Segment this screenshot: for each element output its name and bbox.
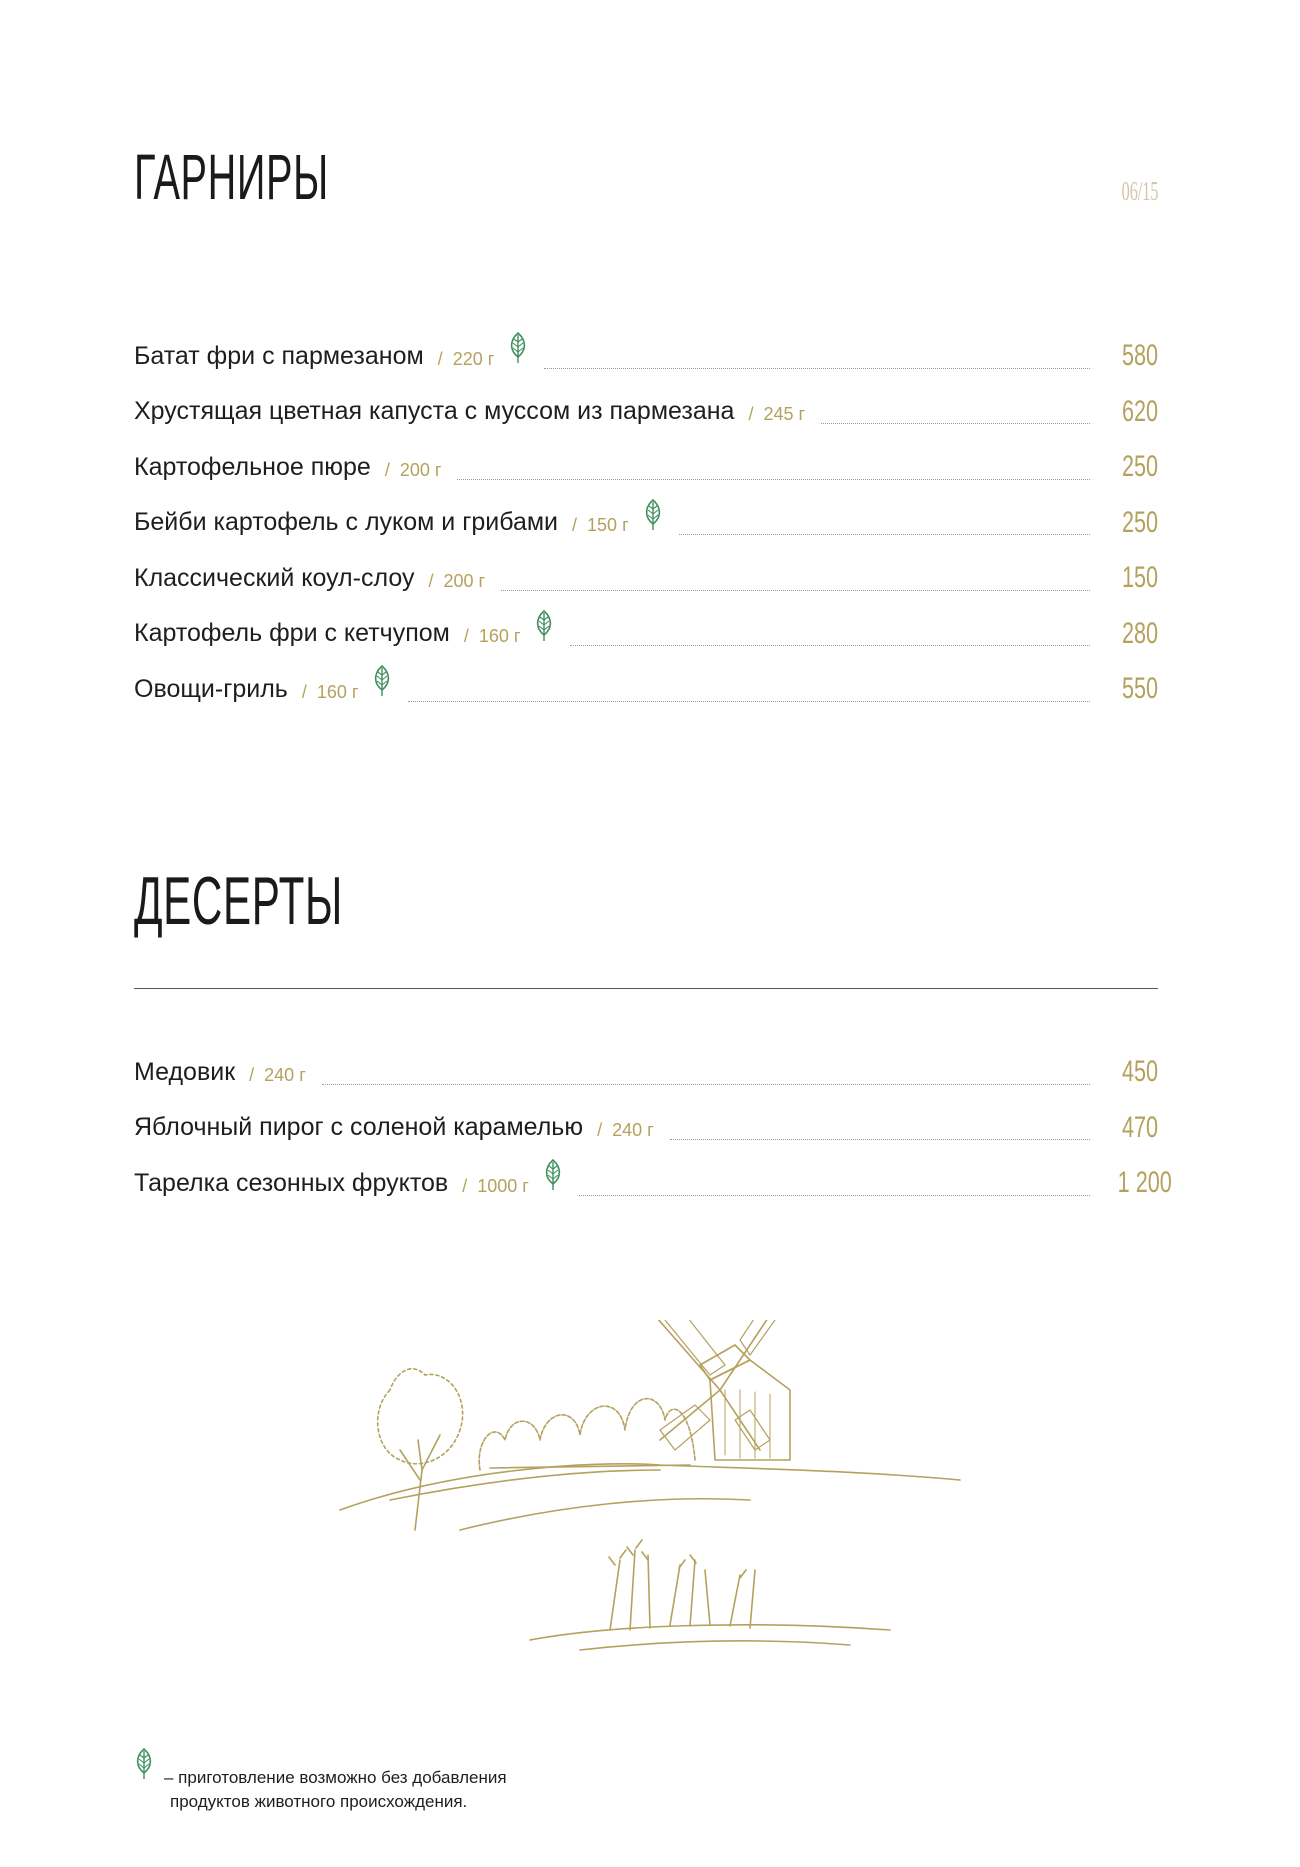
footnote-line-1: – приготовление возможно без добавления	[164, 1768, 507, 1787]
item-price: 620	[1121, 394, 1158, 428]
dot-leader	[570, 645, 1090, 646]
item-price: 470	[1121, 1110, 1158, 1144]
item-price: 580	[1121, 339, 1158, 372]
windmill-illustration	[330, 1320, 970, 1680]
dot-leader	[544, 368, 1090, 369]
dot-leader	[670, 1139, 1090, 1140]
item-name: Батат фри с пармезаном	[134, 341, 424, 370]
item-name: Классический коул-слоу	[134, 563, 415, 592]
item-weight: 240 г	[264, 1064, 306, 1085]
item-name: Медовик	[134, 1057, 236, 1086]
menu-item	[134, 558, 1158, 598]
weight-separator: /	[597, 1120, 603, 1140]
garnish-list	[134, 336, 1158, 725]
item-name: Картофель фри с кетчупом	[134, 619, 450, 647]
leaf-icon	[534, 610, 554, 642]
dot-leader	[408, 701, 1090, 702]
menu-item	[134, 447, 1158, 487]
dot-leader	[457, 479, 1090, 480]
item-weight: 240 г	[612, 1120, 654, 1140]
weight-separator: /	[249, 1064, 255, 1085]
weight-separator: /	[572, 515, 578, 535]
leaf-icon	[134, 1748, 154, 1780]
menu-item	[134, 669, 1158, 709]
weight-separator: /	[301, 681, 307, 702]
dot-leader	[579, 1195, 1090, 1196]
weight-separator: /	[748, 404, 754, 424]
menu-item	[134, 614, 1158, 654]
dot-leader	[501, 590, 1090, 591]
item-weight: 160 г	[316, 681, 359, 702]
item-weight: 220 г	[452, 348, 495, 369]
footnote-line-2: продуктов животного происхождения.	[170, 1792, 468, 1811]
weight-separator: /	[384, 459, 390, 480]
section-divider	[134, 988, 1158, 989]
leaf-icon	[543, 1159, 563, 1191]
menu-item	[134, 392, 1158, 432]
item-weight: 200 г	[443, 570, 486, 591]
menu-item	[134, 1163, 1172, 1203]
weight-separator: /	[463, 626, 469, 646]
leaf-icon	[508, 332, 528, 364]
garnish-section-title: ГАРНИРЫ	[134, 141, 329, 213]
item-price: 250	[1121, 450, 1158, 483]
weight-separator: /	[462, 1175, 468, 1196]
page-number: 06/15	[1122, 176, 1159, 206]
item-price: 1 200	[1117, 1166, 1172, 1199]
item-weight: 150 г	[587, 515, 629, 535]
item-weight: 245 г	[763, 404, 806, 424]
item-name: Картофельное пюре	[134, 452, 371, 481]
item-price: 280	[1121, 616, 1158, 650]
menu-item	[134, 1052, 1158, 1092]
item-name: Хрустящая цветная капуста с муссом из пармезана	[134, 397, 735, 425]
leaf-icon	[372, 665, 392, 697]
dot-leader	[679, 534, 1090, 535]
item-price: 150	[1121, 561, 1158, 594]
item-price: 450	[1121, 1055, 1158, 1088]
menu-item	[134, 1108, 1158, 1148]
weight-separator: /	[428, 570, 434, 591]
item-weight: 160 г	[478, 626, 521, 646]
item-price: 250	[1121, 505, 1158, 539]
item-name: Тарелка сезонных фруктов	[134, 1168, 449, 1197]
leaf-icon	[643, 499, 663, 531]
dot-leader	[322, 1084, 1090, 1085]
item-price: 550	[1121, 672, 1158, 705]
item-name: Бейби картофель с луком и грибами	[134, 508, 559, 536]
item-weight: 1000 г	[477, 1175, 529, 1196]
menu-item	[134, 503, 1158, 543]
weight-separator: /	[437, 348, 443, 369]
dot-leader	[821, 423, 1090, 424]
menu-item	[134, 336, 1158, 376]
dessert-list	[134, 1052, 1172, 1219]
desserts-section-title: ДЕСЕРТЫ	[134, 863, 343, 939]
item-name: Овощи-гриль	[134, 674, 288, 703]
item-name: Яблочный пирог с соленой карамелью	[134, 1113, 584, 1141]
item-weight: 200 г	[399, 459, 442, 480]
